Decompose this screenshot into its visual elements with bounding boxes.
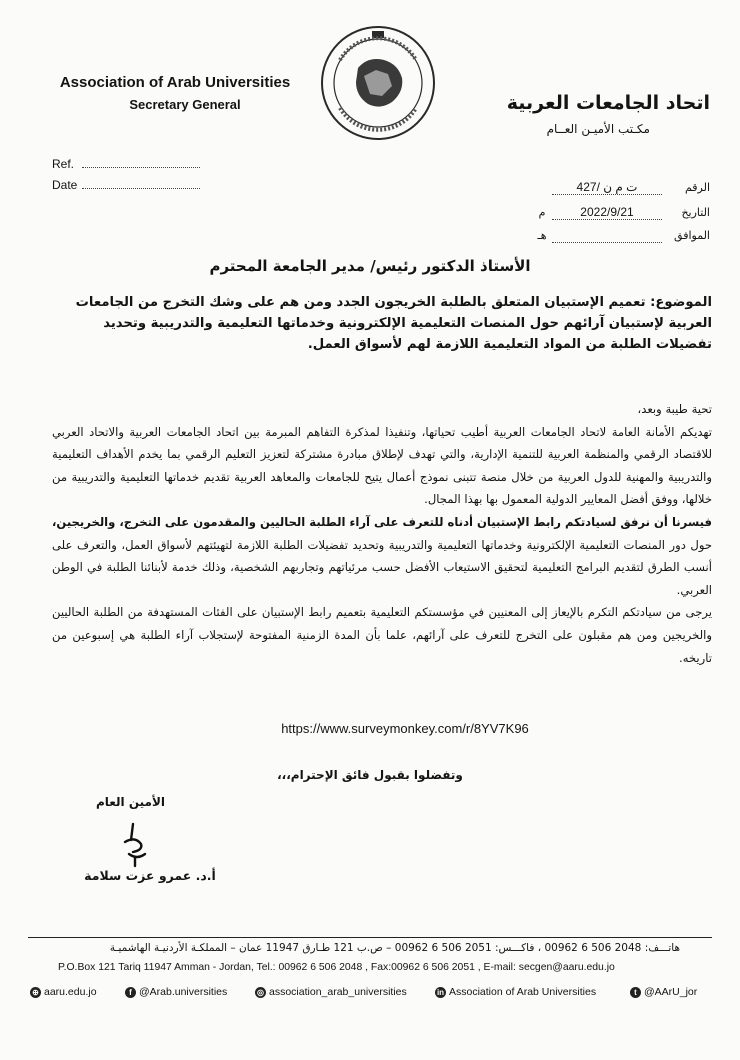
meta-number-row	[480, 180, 710, 195]
body-paragraph-1: تهديكم الأمانة العامة لاتحاد الجامعات العربية أطيب تحياتها، وتنفيذا لمذكرة التفاهم المبرمة بين اتحاد الجامعات العربية والاتحاد العربي للاقتصاد الرقمي والمنظمة العربية للتنمية الإدارية، والتي تهدف لإطلاق مبادرة مشتركة لتعزيز التعليم الرقمي بما يخدم الأهداف التعليمية والتدريبية والمهنية للدول العربية من خلال منصة تتبنى نموذج أعمال يتيح للجامعات والمعاهد العربية تقديم خدماتها التعليمية والتدريبية من خلالها، ووفق أفضل المعايير الدولية المعمول بها بهذا المجال.	[52, 424, 712, 507]
social-instagram-text: association_arab_universities	[269, 986, 407, 998]
number-value: ت م ن /427	[552, 180, 662, 195]
association-logo-seal	[318, 20, 438, 146]
date-value: 2022/9/21	[552, 205, 662, 220]
date-blank-line	[82, 180, 200, 189]
instagram-icon: ◎	[255, 987, 266, 998]
linkedin-icon: in	[436, 987, 445, 997]
greeting: تحية طيبة وبعد،	[637, 402, 712, 416]
meta-date-row	[480, 205, 710, 220]
ref-blank-line	[82, 159, 200, 168]
social-twitter-text: @AArU_jor	[644, 986, 698, 998]
social-website-text: aaru.edu.jo	[44, 986, 97, 998]
hijri-blank	[552, 228, 662, 243]
social-twitter[interactable]	[630, 986, 697, 998]
social-linkedin[interactable]	[435, 986, 596, 998]
date-label-arabic: التاريخ	[681, 206, 710, 219]
social-linkedin-text: Association of Arab Universities	[449, 986, 597, 998]
body-paragraph-2	[52, 511, 712, 601]
salutation: الأستاذ الدكتور رئيس/ مدير الجامعة المحترم	[209, 257, 531, 275]
body-paragraph-2-rest: حول دور المنصات التعليمية الإلكترونية وخدماتها التعليمية والتدريبية وتحديد تفضيلات الطلبة اللازمة لتهيئتهم لأسواق العمل، والتعرف على أنسب الطرق لتقديم البرامج التعليمية لتحقيق الاستيعاب الأفضل حسب مرئياتهم وتجاربهم الشخصية، وذلك خدمة لأبنائنا الطلبة في الوطن العربي.	[52, 537, 712, 597]
signer-title: الأمين العام	[95, 795, 165, 809]
twitter-icon: t	[630, 987, 641, 998]
letter-body	[52, 398, 712, 669]
date-suffix: م	[538, 206, 546, 219]
social-facebook-text: @Arab.universities	[139, 986, 228, 998]
hijri-label: الموافق	[674, 229, 710, 242]
subject-line: الموضوع: تعميم الإستبيان المتعلق بالطلبة الخريجون الجدد ومن هم على وشك التخرج من الجامعات العربية لإستبيان آرائهم حول المنصات التعليمية الإلكترونية وخدماتها التعليمية والتدريبية وتحديد تفضيلات الطلبة من المواد التعليمية اللازمة لهم لأسواق العمل.	[75, 295, 712, 352]
date-label: Date	[52, 178, 78, 192]
meta-hijri-row	[480, 228, 710, 243]
org-name-arabic: اتحاد الجامعات العربية	[506, 92, 710, 114]
number-label: الرقم	[684, 181, 710, 194]
social-facebook[interactable]	[125, 986, 227, 998]
footer-divider	[28, 937, 712, 938]
ref-field	[52, 157, 200, 171]
closing-line: وتفضلوا بقبول فائق الإحترام،،،	[277, 768, 463, 782]
letterhead-english	[55, 74, 295, 112]
letterhead-arabic	[450, 92, 710, 136]
body-paragraph-2-lead: فيسرنا أن نرفق لسيادتكم رابط الإستبيان أدناه للتعرف على آراء الطلبة الحاليين والمقدمون على التخرج، والخريجين،	[51, 514, 712, 529]
globe-icon: ⊕	[30, 987, 41, 998]
facebook-icon: f	[125, 987, 136, 998]
office-name-arabic: مكـتب الأميـن العــام	[546, 122, 650, 136]
date-field	[52, 178, 200, 192]
signer-name: أ.د. عمرو عزت سلامة	[84, 868, 216, 883]
ref-label: Ref.	[52, 157, 75, 171]
social-website[interactable]	[30, 986, 97, 998]
survey-link[interactable]: https://www.surveymonkey.com/r/8YV7K96	[281, 721, 529, 736]
footer-arabic-contact: هاتـــف: 2048 506 6 00962 ، فاكـــس: 2051 506 6 00962 – ص.ب 121 طـارق 11947 عمان – المملكـة الأردنيـة الهاشميـة	[109, 942, 680, 954]
org-name-english: Association of Arab Universities	[59, 74, 291, 91]
hijri-suffix: هـ	[537, 229, 547, 242]
footer-english-contact: P.O.Box 121 Tariq 11947 Amman - Jordan, Tel.: 00962 6 506 2048 , Fax:00962 6 506 2051 , E-mail: secgen@aaru.edu.jo	[58, 962, 615, 973]
social-instagram[interactable]	[255, 986, 407, 998]
office-name-english: Secretary General	[129, 97, 241, 112]
handwritten-signature	[115, 820, 155, 868]
body-paragraph-3: يرجى من سيادتكم التكرم بالإيعاز إلى المعنيين في مؤسستكم التعليمية بتعميم رابط الإستبيان على الفئات المستهدفة من الطلبة الحاليين والخريجين ومن هم مقبلون على التخرج للتعرف على آرائهم، علما بأن المدة الزمنية المفتوحة لإستجلاب آراء الطلبة هي إسبوعين من تاريخه.	[52, 605, 712, 665]
